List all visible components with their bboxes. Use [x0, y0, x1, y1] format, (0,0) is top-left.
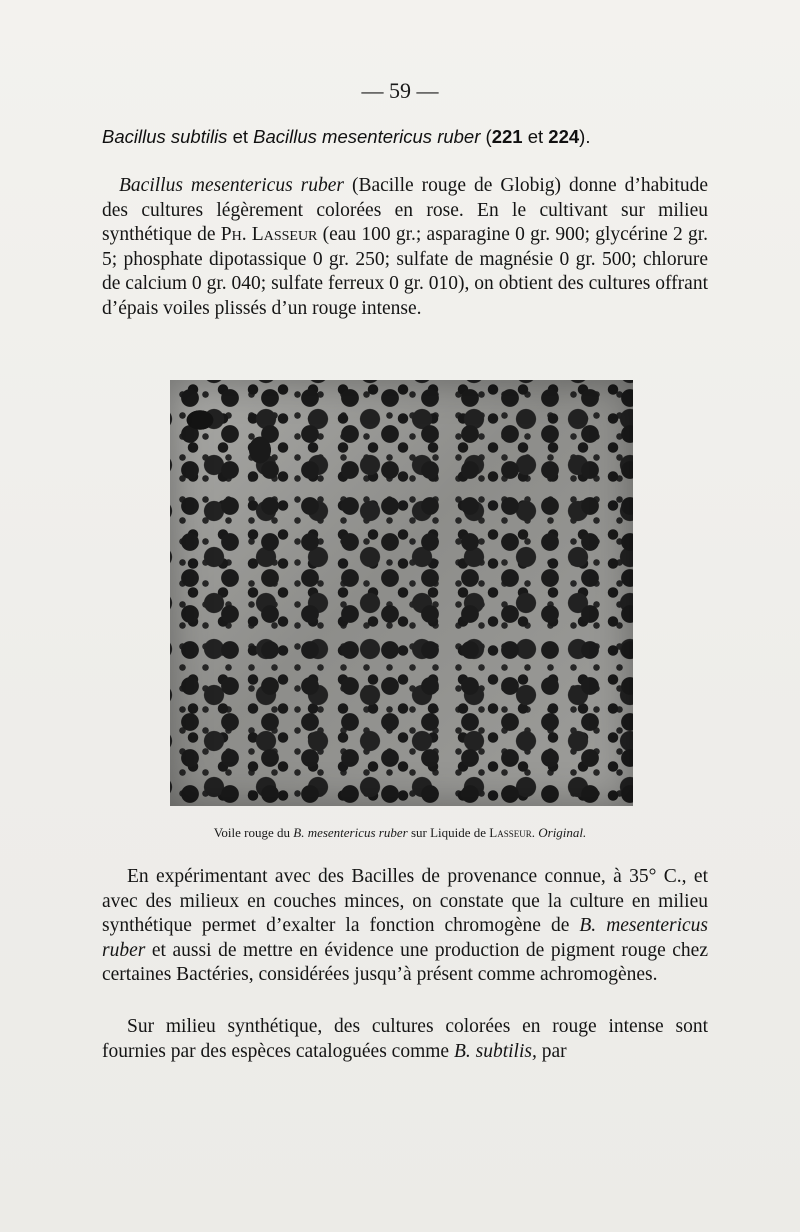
title-species-b: Bacillus mesentericus ruber	[253, 126, 481, 147]
section-title	[102, 126, 702, 148]
paragraph-3	[102, 1015, 708, 1064]
title-species-a: Bacillus subtilis	[102, 126, 228, 147]
title-et: et	[522, 126, 549, 147]
culture-veil-photograph	[170, 380, 633, 806]
figure-caption	[0, 825, 800, 841]
title-open-paren: (	[480, 126, 492, 147]
p3-text-b: par	[536, 1040, 567, 1062]
paragraph-1	[102, 174, 708, 322]
title-close: ).	[579, 126, 591, 147]
p3-text-a: Sur milieu synthétique, des cultures colorées en rouge intense sont fournies par des espèces cataloguées comme	[102, 1016, 708, 1062]
p1-text-a: (Bacille rouge de Globig) donne d’habitude des cultures légèrement colorées en rose. En le cultivant sur milieu synthétique de	[102, 175, 709, 246]
p1-species: Bacillus mesentericus ruber	[119, 175, 344, 196]
title-number-a: 221	[491, 126, 523, 147]
paragraph-2	[102, 865, 708, 988]
page-number: — 59 —	[361, 78, 439, 103]
caption-original: Original.	[538, 825, 587, 840]
p1-author: Ph. Lasseur	[220, 224, 318, 246]
p3-species: B. subtilis,	[453, 1040, 537, 1062]
p2-species: B. mesentericus ruber	[102, 915, 708, 961]
p2-text-a: En expérimentant avec des Bacilles de provenance connue, à 35° C., et avec des milieux en couches minces, on constate que la culture en milieu synthétique permet d’exalter la fonction chromogène de	[102, 866, 708, 937]
title-conjunction: et	[227, 126, 254, 147]
caption-a: Voile rouge du	[213, 825, 294, 840]
title-number-b: 224	[548, 126, 580, 147]
p2-text-b: et aussi de mettre en évidence une production de pigment rouge chez certaines Bactéries, considérées jusqu’à présent comme achromogènes.	[102, 939, 708, 986]
p1-text-b: (eau 100 gr.; asparagine 0 gr. 900; glycérine 2 gr. 5; phosphate dipotassique 0 gr. 250; sulfate de magnésie 0 gr. 500; chlorure de calcium 0 gr. 040; sulfate ferreux 0 gr. 010), on obtient des cultures offrant d’épais voiles plissés d’un rouge intense.	[102, 224, 709, 319]
caption-author: Lasseur	[489, 825, 532, 840]
caption-c: .	[531, 825, 539, 840]
caption-species: B. mesentericus ruber	[293, 825, 408, 840]
caption-b: sur Liquide de	[407, 825, 490, 840]
